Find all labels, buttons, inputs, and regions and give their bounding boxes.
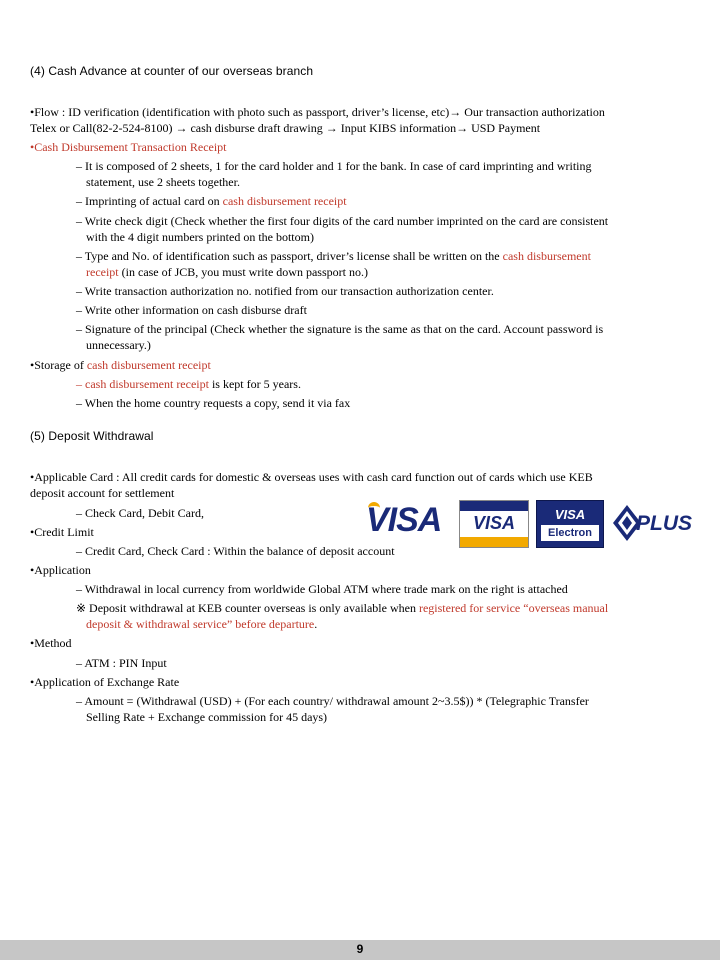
deposit-note-text: ※ Deposit withdrawal at KEB counter overseas is only available when bbox=[76, 601, 419, 615]
receipt-item-3a: – Write check digit (Check whether the first four digits of the card number imprinted on the card are consistent bbox=[76, 214, 609, 228]
receipt-item-7a: – Signature of the principal (Check whether the signature is the same as that on the card. Account password is bbox=[76, 322, 604, 336]
application-item: – Withdrawal in local currency from worldwide Global ATM where trade mark on the right is attached bbox=[76, 582, 568, 596]
application-heading: •Application bbox=[30, 563, 91, 577]
applicable-line-1: •Applicable Card : All credit cards for domestic & overseas uses with cash card function out of cards which use KEB bbox=[30, 470, 593, 484]
page-footer bbox=[0, 940, 720, 960]
receipt-item-2 bbox=[76, 193, 347, 209]
storage-item-1-text: is kept for 5 years. bbox=[208, 377, 301, 391]
receipt-item-2-text: – Imprinting of actual card on bbox=[76, 194, 223, 208]
receipt-item-4-text: – Type and No. of identification such as passport, driver’s license shall be written on the bbox=[76, 249, 503, 263]
section-4-title: (4) Cash Advance at counter of our overseas branch bbox=[30, 64, 314, 78]
exchange-line-2: Selling Rate + Exchange commission for 45 days) bbox=[86, 710, 328, 724]
section-5-title: (5) Deposit Withdrawal bbox=[30, 429, 154, 443]
storage-heading-text: •Storage of bbox=[30, 358, 87, 372]
receipt-item-4b bbox=[86, 264, 368, 280]
receipt-item-4-highlight-2: receipt bbox=[86, 265, 119, 279]
receipt-item-2-highlight: cash disbursement receipt bbox=[222, 194, 347, 208]
deposit-note-period: . bbox=[314, 617, 318, 631]
receipt-item-7b: unnecessary.) bbox=[86, 338, 151, 352]
receipt-item-1a: – It is composed of 2 sheets, 1 for the card holder and 1 for the bank. In case of card imprinting and writing bbox=[76, 159, 592, 173]
receipt-item-5: – Write transaction authorization no. notified from our transaction authorization center. bbox=[76, 284, 494, 298]
applicable-item: – Check Card, Debit Card, bbox=[76, 506, 204, 520]
receipt-item-4-note: (in case of JCB, you must write down passport no.) bbox=[118, 265, 368, 279]
deposit-note-line-2 bbox=[86, 616, 317, 632]
deposit-note-line-1 bbox=[76, 600, 608, 616]
storage-heading bbox=[30, 357, 211, 373]
visa-card-logo: VISA bbox=[459, 500, 529, 548]
deposit-note-highlight: registered for service “overseas manual bbox=[418, 601, 609, 615]
method-heading: •Method bbox=[30, 636, 72, 650]
receipt-item-4a bbox=[76, 248, 591, 264]
visa-logo: VISA bbox=[366, 501, 442, 539]
page-number: 9 bbox=[356, 942, 364, 956]
visa-accent-icon bbox=[368, 502, 380, 514]
card-logos bbox=[366, 500, 693, 548]
storage-heading-highlight: cash disbursement receipt bbox=[86, 358, 211, 372]
receipt-item-3b: with the 4 digit numbers printed on the bottom) bbox=[86, 230, 314, 244]
flow-line-2: Telex or Call(82-2-524-8100) → cash disburse draft drawing → Input KIBS information→ USD Payment bbox=[30, 121, 541, 135]
applicable-line-2: deposit account for settlement bbox=[30, 486, 175, 500]
credit-limit-heading: •Credit Limit bbox=[30, 525, 94, 539]
storage-item-2: – When the home country requests a copy, send it via fax bbox=[76, 396, 351, 410]
receipt-item-1b: statement, use 2 sheets together. bbox=[86, 175, 240, 189]
credit-limit-item: – Credit Card, Check Card : Within the balance of deposit account bbox=[76, 544, 395, 558]
visa-electron-logo: VISA Electron bbox=[536, 500, 604, 548]
exchange-heading: •Application of Exchange Rate bbox=[30, 675, 180, 689]
deposit-note-highlight-2: deposit & withdrawal service” before departure bbox=[86, 617, 315, 631]
method-item: – ATM : PIN Input bbox=[76, 656, 167, 670]
storage-item-1-highlight: – cash disbursement receipt bbox=[76, 377, 209, 391]
storage-item-1 bbox=[76, 376, 301, 392]
receipt-heading: •Cash Disbursement Transaction Receipt bbox=[30, 140, 227, 154]
receipt-item-6: – Write other information on cash disburse draft bbox=[76, 303, 307, 317]
receipt-item-4-highlight: cash disbursement bbox=[502, 249, 591, 263]
flow-line-1: •Flow : ID verification (identification with photo such as passport, driver’s license, etc)→ Our transaction authorization bbox=[30, 105, 605, 119]
plus-logo: PLUS bbox=[612, 500, 686, 546]
exchange-line-1: – Amount = (Withdrawal (USD) + (For each country/ withdrawal amount 2~3.5$)) * (Telegraphic Transfer bbox=[76, 694, 589, 708]
